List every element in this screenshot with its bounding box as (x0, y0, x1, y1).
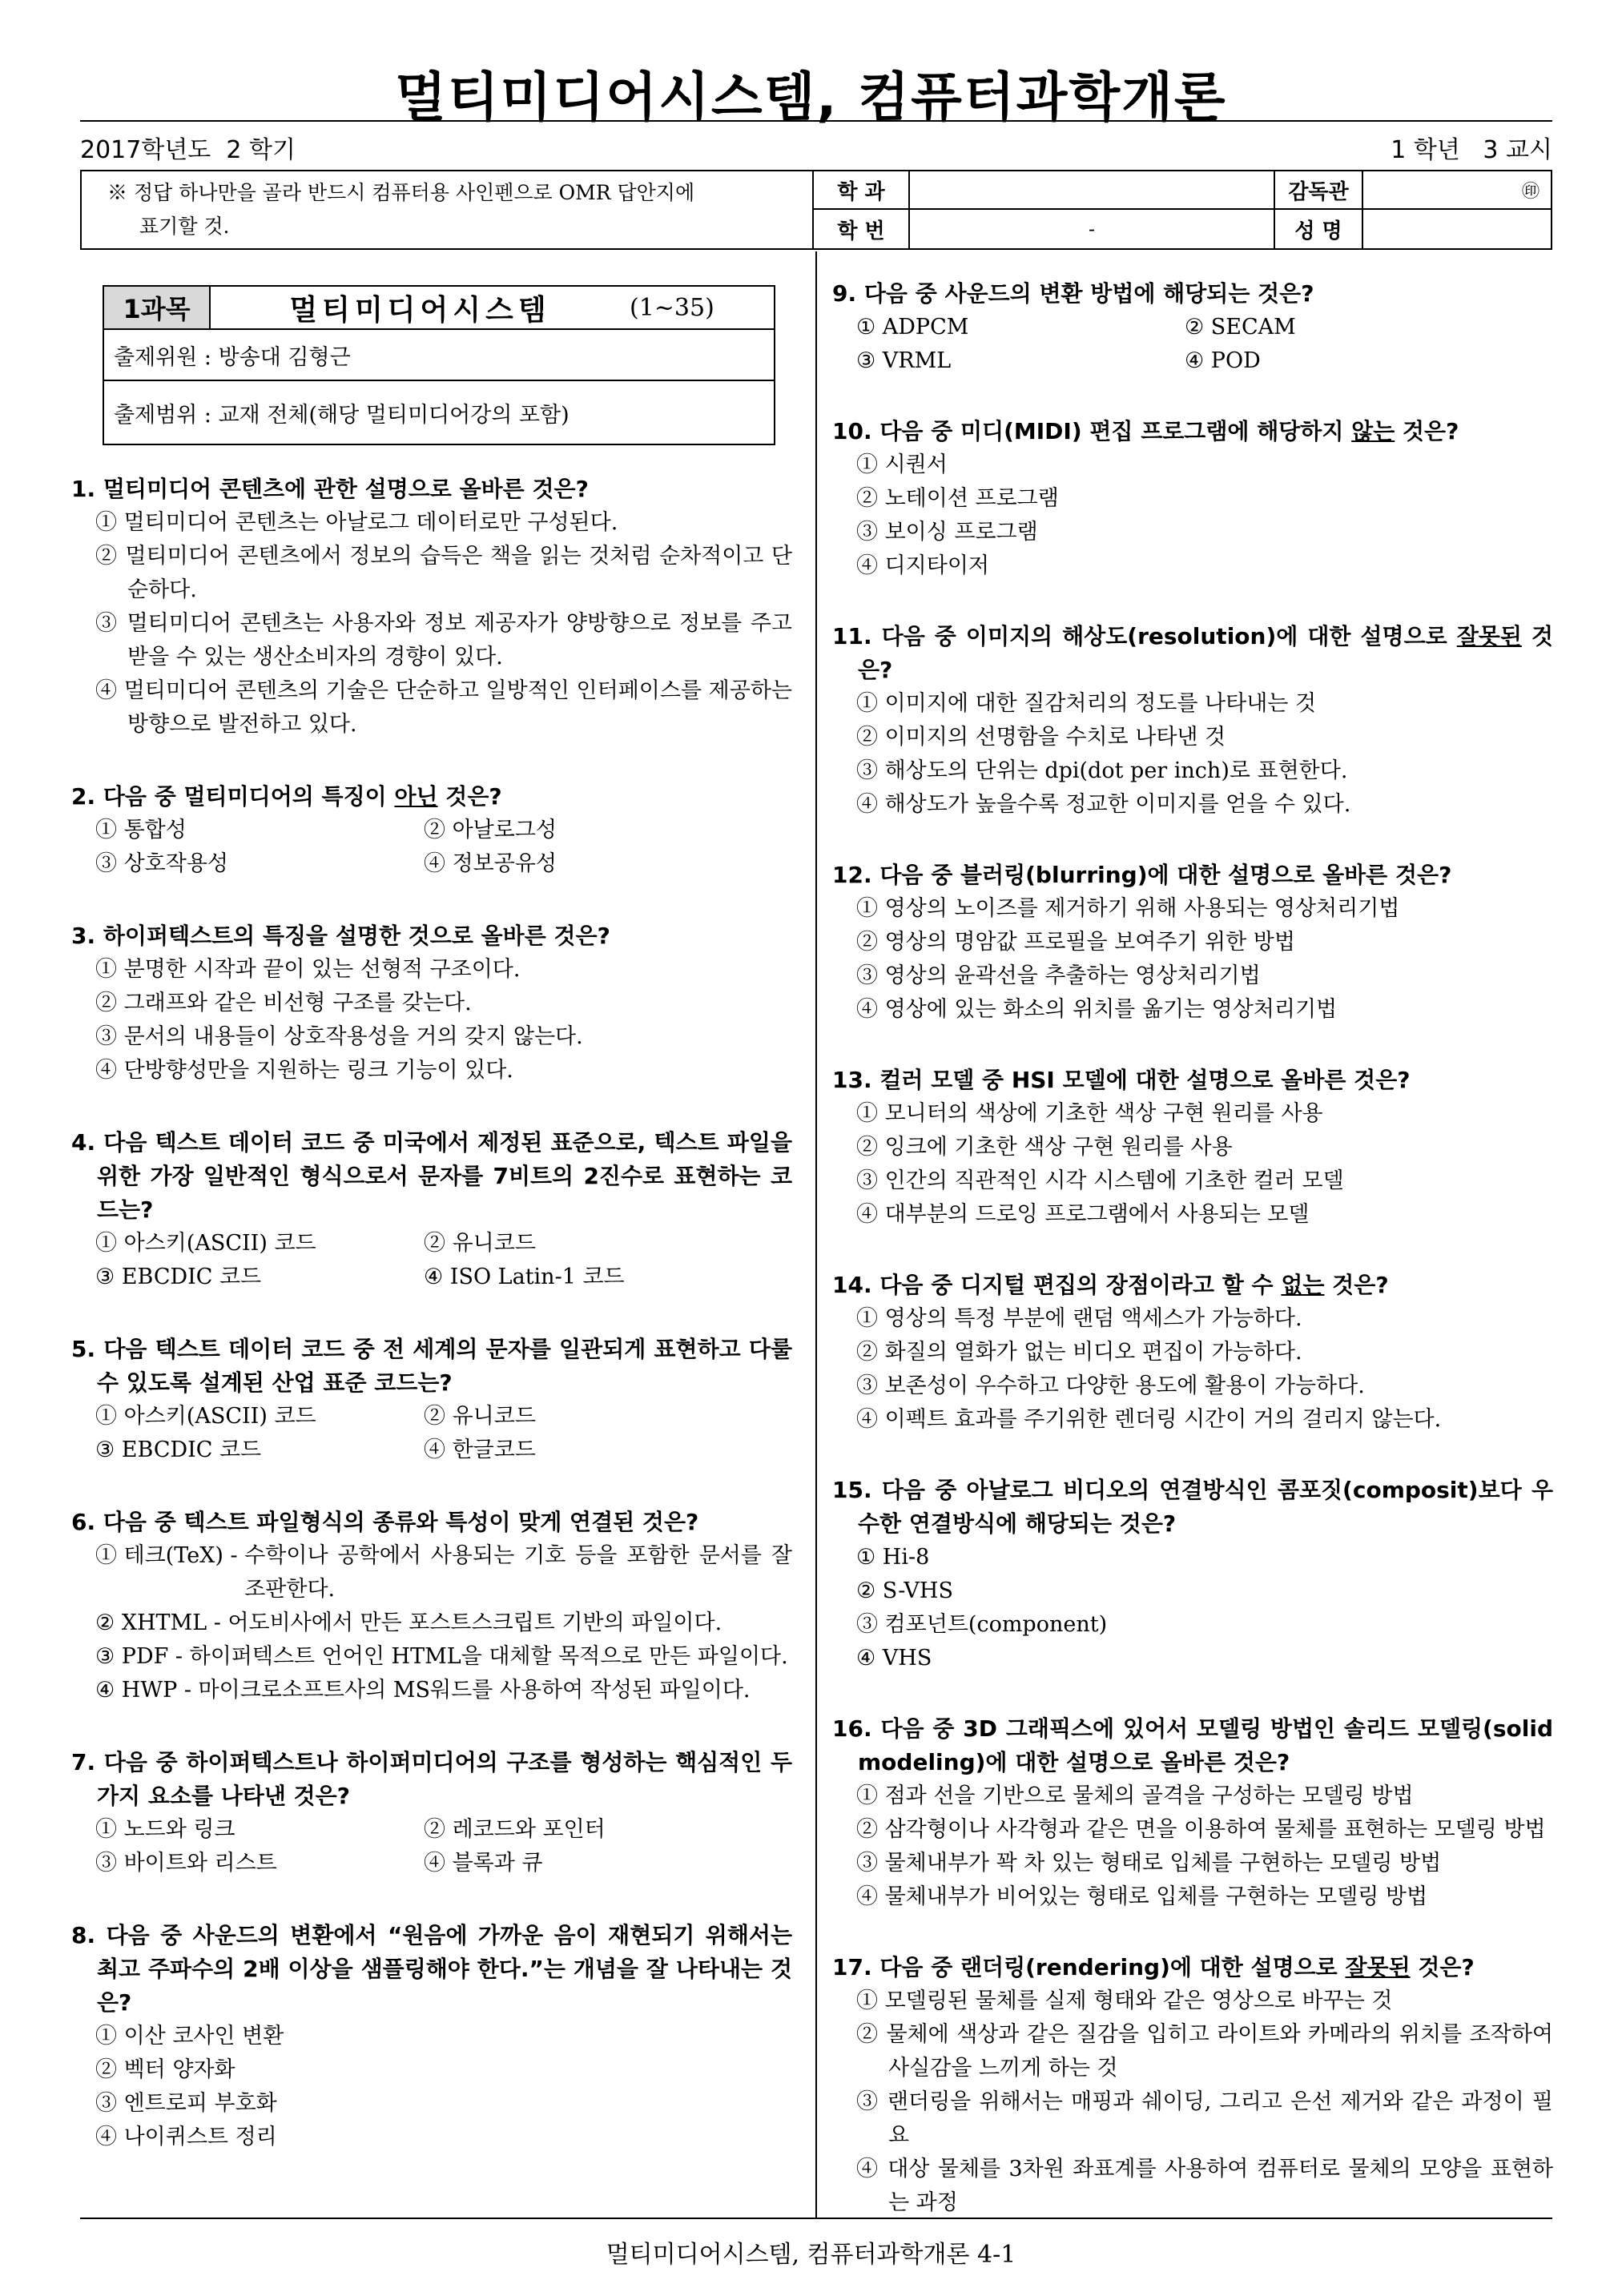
top-rule (80, 120, 1552, 122)
option-1: ① 모니터의 색상에 기초한 색상 구현 원리를 사용 (856, 1101, 1323, 1126)
option-2: ② SECAM (1185, 315, 1296, 340)
option-4: ④ 정보공유성 (424, 851, 557, 876)
option-2: ② 잉크에 기초한 색상 구현 원리를 사용 (856, 1135, 1233, 1160)
question-text: 9. 다음 중 사운드의 변환 방법에 해당되는 것은? (832, 280, 1314, 307)
option-4: ④ 물체내부가 비어있는 형태로 입체를 구현하는 모델링 방법 (856, 1884, 1428, 1909)
question-16 (832, 1712, 1553, 1914)
option-1: ① 영상의 특정 부분에 랜덤 액세스가 가능하다. (856, 1306, 1302, 1331)
question-range: (1~35) (630, 293, 714, 322)
option-1: ① ADPCM (856, 315, 969, 340)
option-3: ③ EBCDIC 코드 (95, 1265, 262, 1289)
option-4: ④ 대부분의 드로잉 프로그램에서 사용되는 모델 (856, 1202, 1310, 1227)
question-text (832, 1269, 1553, 1302)
question-text: 5. 다음 텍스트 데이터 코드 중 전 세계의 문자를 일관되게 표현하고 다룰 수 있도록 설계된 산업 표준 코드는? (71, 1336, 792, 1396)
option-1: ① Hi-8 (856, 1545, 930, 1570)
option-1: ① 아스키(ASCII) 코드 (95, 1231, 316, 1256)
student-info-grid (814, 171, 1551, 248)
option-3: ③ 컴포넌트(component) (856, 1612, 1108, 1637)
option-2: ② 아날로그성 (424, 818, 557, 842)
question-text-pre: 2. 다음 중 멀티미디어의 특징이 (71, 783, 395, 810)
question-text (832, 1951, 1553, 1984)
question-text: 12. 다음 중 블러링(blurring)에 대한 설명으로 올바른 것은? (832, 862, 1452, 888)
question-9 (832, 277, 1553, 378)
option-3: ③ EBCDIC 코드 (95, 1438, 262, 1462)
question-text (71, 780, 792, 814)
option-1 (95, 1539, 792, 1606)
subject-box (103, 285, 775, 445)
question-text-pre: 11. 다음 중 이미지의 해상도(resolution)에 대한 설명으로 (832, 623, 1457, 649)
option-3: ③ 엔트로피 부호화 (95, 2091, 277, 2116)
option-3: ③ 상호작용성 (95, 851, 228, 876)
option-head: ④ HWP - (95, 1678, 199, 1703)
option-2: ② 벡터 양자화 (95, 2057, 235, 2082)
option-2: ② S-VHS (856, 1578, 953, 1603)
option-1: ① 영상의 노이즈를 제거하기 위해 사용되는 영상처리기법 (856, 896, 1400, 921)
question-emphasis: 잘못된 (1345, 1954, 1411, 1980)
option-1: ① 아스키(ASCII) 코드 (95, 1404, 316, 1429)
question-text: 7. 다음 중 하이퍼텍스트나 하이퍼미디어의 구조를 형성하는 핵심적인 두 가지 요소를 나타낸 것은? (71, 1749, 792, 1809)
question-11 (832, 620, 1553, 822)
question-text (832, 415, 1553, 448)
option-3: ③ 영상의 윤곽선을 추출하는 영상처리기법 (856, 963, 1261, 988)
option-3: ③ VRML (856, 348, 952, 373)
question-text: 8. 다음 중 사운드의 변환에서 “원음에 가까운 음이 재현되기 위해서는 최고 주파수의 2배 이상을 샘플링해야 한다.”는 개념을 잘 나타내는 것은? (71, 1922, 792, 2016)
subject-author: 출제위원 : 방송대 김형근 (103, 330, 775, 381)
question-text: 1. 멀티미디어 콘텐츠에 관한 설명으로 올바른 것은? (71, 476, 589, 502)
question-text: 16. 다음 중 3D 그래픽스에 있어서 모델링 방법인 솔리드 모델링(solid modeling)에 대한 설명으로 올바른 것은? (832, 1715, 1553, 1775)
student-id-label: 학 번 (814, 210, 910, 248)
option-2: ② 이미지의 선명함을 수치로 나타낸 것 (856, 725, 1226, 750)
question-3 (71, 919, 792, 1088)
subject-header (103, 285, 775, 330)
right-column (832, 277, 1553, 2257)
notice-line-1: ※ 정답 하나만을 골라 반드시 컴퓨터용 사인펜으로 OMR 답안지에 (107, 181, 695, 204)
option-3: ③ 랜더링을 위해서는 매핑과 쉐이딩, 그리고 은선 제거와 같은 과정이 필요 (856, 2089, 1553, 2148)
question-12 (832, 858, 1553, 1027)
option-3: ③ 인간의 직관적인 시각 시스템에 기초한 컬러 모델 (856, 1168, 1344, 1193)
option-3: ③ 해상도의 단위는 dpi(dot per inch)로 표현한다. (856, 758, 1348, 783)
option-1: ① 노드와 링크 (95, 1817, 235, 1842)
option-4: ④ 해상도가 높을수록 정교한 이미지를 얻을 수 있다. (856, 792, 1351, 817)
question-emphasis: 잘못된 (1456, 623, 1522, 649)
page-footer: 멀티미디어시스템, 컴퓨터과학개론 4-1 (606, 2241, 1016, 2269)
notice-line-2: 표기할 것. (139, 215, 230, 238)
question-text: 13. 컬러 모델 중 HSI 모델에 대한 설명으로 올바른 것은? (832, 1067, 1411, 1093)
option-head: ① 테크(TeX) - (95, 1543, 245, 1568)
question-text-post: 것은? (437, 783, 502, 810)
question-8 (71, 1919, 792, 2154)
option-1: ① 이미지에 대한 질감처리의 정도를 나타내는 것 (856, 691, 1317, 716)
supervisor-seal-field[interactable] (1363, 171, 1551, 210)
option-4: ④ VHS (856, 1646, 932, 1671)
dept-field[interactable] (910, 171, 1275, 210)
question-text-post: 것은? (1324, 1272, 1389, 1298)
question-text-post: 것은? (858, 623, 1554, 683)
option-1: ① 이산 코사인 변환 (95, 2024, 284, 2049)
omr-notice (82, 171, 814, 248)
question-text: 3. 하이퍼텍스트의 특징을 설명한 것으로 올바른 것은? (71, 923, 610, 949)
option-3: ③ 보이싱 프로그램 (856, 520, 1038, 545)
question-text-pre: 14. 다음 중 디지털 편집의 장점이라고 할 수 (832, 1272, 1282, 1298)
question-5 (71, 1333, 792, 1467)
option-4: ④ 블록과 큐 (424, 1851, 543, 1876)
column-divider (815, 251, 817, 2218)
option-body: 수학이나 공학에서 사용되는 기호 등을 포함한 문서를 잘 조판한다. (244, 1543, 792, 1602)
name-label: 성 명 (1275, 210, 1363, 248)
question-2 (71, 780, 792, 881)
option-3: ③ 보존성이 우수하고 다양한 용도에 활용이 가능하다. (856, 1373, 1365, 1398)
exam-info-box (80, 170, 1552, 250)
exam-title: 멀티미디어시스템, 컴퓨터과학개론 (395, 66, 1227, 128)
option-2: ② 유니코드 (424, 1231, 536, 1256)
option-1: ① 시퀀서 (856, 452, 948, 477)
option-4 (95, 1674, 792, 1707)
option-1: ① 멀티미디어 콘텐츠는 아날로그 데이터로만 구성된다. (95, 510, 618, 535)
question-emphasis: 없는 (1281, 1272, 1325, 1298)
seal-icon: ㊞ (1521, 181, 1539, 202)
option-head: ② XHTML - (95, 1610, 228, 1635)
option-4: ④ POD (1185, 348, 1261, 373)
option-2: ② 영상의 명암값 프로필을 보여주기 위한 방법 (856, 930, 1295, 955)
question-text: 15. 다음 중 아날로그 비디오의 연결방식인 콤포짓(composit)보다 우수한 연결방식에 해당되는 것은? (832, 1477, 1553, 1537)
option-3: ③ 멀티미디어 콘텐츠는 사용자와 정보 제공자가 양방향으로 정보를 주고받을 수 있는 생산소비자의 경향이 있다. (95, 611, 792, 669)
option-body: 하이퍼텍스트 언어인 HTML을 대체할 목적으로 만든 파일이다. (189, 1644, 788, 1669)
option-head: ③ PDF - (95, 1644, 190, 1669)
option-4: ④ 나이퀴스트 정리 (95, 2125, 277, 2149)
question-14 (832, 1269, 1553, 1437)
option-4: ④ 멀티미디어 콘텐츠의 기술은 단순하고 일방적인 인터페이스를 제공하는 방향으로 발전하고 있다. (95, 678, 792, 737)
option-2 (95, 1606, 792, 1640)
left-column (71, 472, 792, 2193)
option-4: ④ 디지타이저 (856, 553, 989, 578)
option-2: ② 화질의 열화가 없는 비디오 편집이 가능하다. (856, 1340, 1302, 1365)
option-2: ② 노테이션 프로그램 (856, 486, 1059, 511)
dept-label: 학 과 (814, 171, 910, 210)
option-2: ② 멀티미디어 콘텐츠에서 정보의 습득은 책을 읽는 것처럼 순차적이고 단순하다. (95, 544, 792, 602)
option-2: ② 레코드와 포인터 (424, 1817, 606, 1842)
option-4: ④ 영상에 있는 화소의 위치를 옮기는 영상처리기법 (856, 997, 1338, 1022)
option-1: ① 모델링된 물체를 실제 형태와 같은 영상으로 바꾸는 것 (856, 1988, 1393, 2013)
option-3: ③ 바이트와 리스트 (95, 1851, 277, 1876)
question-13 (832, 1064, 1553, 1232)
question-text-post: 것은? (1395, 418, 1459, 444)
grade-period: 1 학년 3 교시 (1391, 136, 1552, 164)
subject-name: 멀티미디어시스템 (289, 293, 551, 327)
option-body: 마이크로소프트사의 MS워드를 사용하여 작성된 파일이다. (198, 1678, 751, 1703)
option-4: ④ 이펙트 효과를 주기위한 렌더링 시간이 거의 걸리지 않는다. (856, 1407, 1442, 1432)
question-text: 6. 다음 중 텍스트 파일형식의 종류와 특성이 맞게 연결된 것은? (71, 1509, 699, 1535)
option-4: ④ 단방향성만을 지원하는 링크 기능이 있다. (95, 1058, 513, 1083)
option-4: ④ ISO Latin-1 코드 (424, 1265, 625, 1289)
option-4: ④ 한글코드 (424, 1438, 536, 1462)
option-1: ① 분명한 시작과 끝이 있는 선형적 구조이다. (95, 957, 521, 982)
question-text (832, 620, 1553, 687)
student-id-field[interactable]: - (910, 210, 1275, 248)
option-2: ② 삼각형이나 사각형과 같은 면을 이용하여 물체를 표현하는 모델링 방법 (856, 1817, 1546, 1842)
question-10 (832, 415, 1553, 583)
option-3: ③ 문서의 내용들이 상호작용성을 거의 갖지 않는다. (95, 1024, 583, 1049)
question-text-pre: 10. 다음 중 미디(MIDI) 편집 프로그램에 해당하지 (832, 418, 1352, 444)
option-2: ② 물체에 색상과 같은 질감을 입히고 라이트와 카메라의 위치를 조작하여 사실감을 느끼게 하는 것 (856, 2022, 1553, 2081)
option-4: ④ 대상 물체를 3차원 좌표계를 사용하여 컴퓨터로 물체의 모양을 표현하는 과정 (856, 2157, 1553, 2215)
bottom-rule (80, 2218, 1552, 2219)
question-1 (71, 472, 792, 742)
question-6 (71, 1506, 792, 1707)
question-text-pre: 17. 다음 중 랜더링(rendering)에 대한 설명으로 (832, 1954, 1346, 1980)
option-1: ① 점과 선을 기반으로 물체의 골격을 구성하는 모델링 방법 (856, 1783, 1414, 1808)
question-text-post: 것은? (1410, 1954, 1475, 1980)
option-body: 어도비사에서 만든 포스트스크립트 기반의 파일이다. (227, 1610, 722, 1635)
supervisor-label: 감독관 (1275, 171, 1363, 210)
question-17 (832, 1951, 1553, 2220)
question-emphasis: 않는 (1351, 418, 1395, 444)
subject-scope: 출제범위 : 교재 전체(해당 멀티미디어강의 포함) (103, 381, 775, 445)
question-text: 4. 다음 텍스트 데이터 코드 중 미국에서 제정된 표준으로, 텍스트 파일을 위한 가장 일반적인 형식으로서 문자를 7비트의 2진수로 표현하는 코드는? (71, 1129, 792, 1223)
question-7 (71, 1746, 792, 1880)
year-term: 2017학년도 2 학기 (80, 136, 296, 164)
question-emphasis: 아닌 (394, 783, 438, 810)
name-field[interactable] (1363, 210, 1551, 248)
question-4 (71, 1126, 792, 1294)
subject-tag: 1과목 (104, 287, 211, 328)
option-2: ② 유니코드 (424, 1404, 536, 1429)
option-2: ② 그래프와 같은 비선형 구조를 갖는다. (95, 991, 472, 1015)
option-3 (95, 1640, 792, 1674)
option-1: ① 통합성 (95, 818, 187, 842)
option-3: ③ 물체내부가 꽉 차 있는 형태로 입체를 구현하는 모델링 방법 (856, 1851, 1442, 1876)
question-15 (832, 1474, 1553, 1675)
